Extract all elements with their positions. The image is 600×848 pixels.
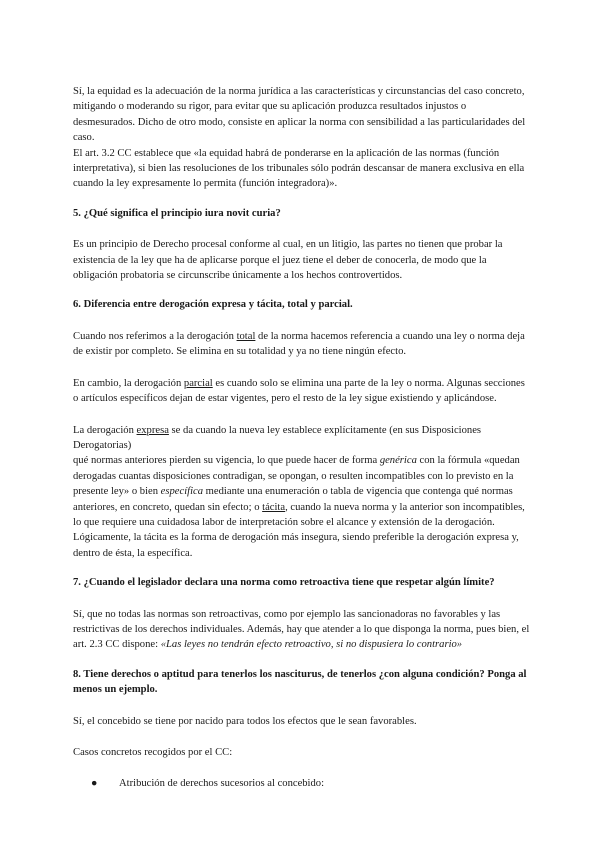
question-5-heading: 5. ¿Qué significa el principio iura novit curia? xyxy=(73,207,281,219)
derogacion-total-paragraph xyxy=(73,329,530,360)
term-total: total xyxy=(236,330,256,342)
list-item-text: Atribución de derechos sucesorios al concebido: xyxy=(119,778,325,790)
question-5-answer: Es un principio de Derecho procesal conforme al cual, en un litigio, las partes no tienen que probar la existencia de la ley que ha de aplicarse porque el juez tiene el deber de conocerla, de modo que la obligación probatoria se circunscribe únicamente a los hechos controvertidos. xyxy=(73,239,503,282)
intro-paragraph-art-3-2: El art. 3.2 CC establece que «la equidad habrá de ponderarse en la aplicación de las normas (función interpretativa), si bien las resoluciones de los tribunales sólo podrán descansar de manera exclusiva en ella cuando la ley expresamente lo permita (función integradora)». xyxy=(73,147,525,190)
text-run: mediante una enumeración o tabla de vigencia que contenga qué normas anteriores, en concreto, quedan sin efecto; o xyxy=(73,486,513,513)
question-8-heading: 8. Tiene derechos o aptitud para tenerlos los nasciturus, de tenerlos ¿con alguna condición? Ponga al menos un ejemplo. xyxy=(73,668,527,696)
question-6-heading: 6. Diferencia entre derogación expresa y tácita, total y parcial. xyxy=(73,299,353,311)
term-parcial: parcial xyxy=(183,377,213,389)
casos-list xyxy=(73,776,530,791)
text-run: , cuando la nueva norma y la anterior son incompatibles, lo que requiere una cuidadosa labor de interpretación sobre el alcance y extensión de la derogación. Lógicamente, la tácita es la forma de derogación más insegura, siendo preferible la derogación expresa y, dentro de ésta, la específica. xyxy=(73,501,525,559)
derogacion-expresa-paragraph xyxy=(73,423,530,454)
term-generica: genérica xyxy=(379,455,417,467)
text-run: se da cuando la nueva ley establece explícitamente (en sus Disposiciones Derogatorias) xyxy=(73,424,482,451)
casos-concretos-label: Casos concretos recogidos por el CC: xyxy=(73,747,233,758)
question-8-answer: Sí, el concebido se tiene por nacido para todos los efectos que le sean favorables. xyxy=(73,715,417,727)
text-run: con la fórmula «quedan derogadas cuantas disposiciones contradigan, se opongan, o resulten incompatibles con lo previsto en la presente ley» o bien xyxy=(73,455,520,498)
text-run: En cambio, la derogación xyxy=(73,377,184,389)
question-7-heading: 7. ¿Cuando el legislador declara una norma como retroactiva tiene que respetar algún límite? xyxy=(73,577,495,589)
derogacion-parcial-paragraph xyxy=(73,376,530,407)
quote-art-2-3: «Las leyes no tendrán efecto retroactivo, si no dispusiera lo contrario» xyxy=(160,639,463,651)
bullet-icon: ● xyxy=(91,778,98,790)
intro-paragraph-equidad: Sí, la equidad es la adecuación de la norma jurídica a las características y circunstancias del caso concreto, mitigando o moderando su rigor, para evitar que su aplicación produzca resultados injustos o desmesurados. Dicho de otro modo, consiste en aplicar la norma con sensibilidad a las particularidades del caso. xyxy=(73,86,526,144)
question-7-answer xyxy=(73,607,530,653)
text-run: Cuando nos referimos a la derogación xyxy=(73,330,237,342)
text-run: es cuando solo se elimina una parte de la ley o norma. Algunas secciones o artículos específicos dejan de estar vigentes, pero el resto de la ley sigue existiendo y aplicándose. xyxy=(73,377,525,405)
text-run: Sí, que no todas las normas son retroactivas, como por ejemplo las sancionadoras no favorables y las restrictivas de los derechos individuales. Además, hay que atender a lo que disponga la norma, pues bien, el art. 2.3 CC dispone: xyxy=(73,608,530,651)
text-run: qué normas anteriores pierden su vigencia, lo que puede hacer de forma xyxy=(73,455,380,467)
term-tacita: tácita xyxy=(262,501,286,513)
term-especifica: específica xyxy=(160,486,204,498)
text-run: de la norma hacemos referencia a cuando una ley o norma deja de existir por completo. Se elimina en su totalidad y ya no tiene ningún efecto. xyxy=(73,330,525,358)
derogacion-tacita-paragraph xyxy=(73,453,530,561)
term-expresa: expresa xyxy=(136,424,169,436)
list-item xyxy=(73,776,530,791)
text-run: La derogación xyxy=(73,424,137,436)
